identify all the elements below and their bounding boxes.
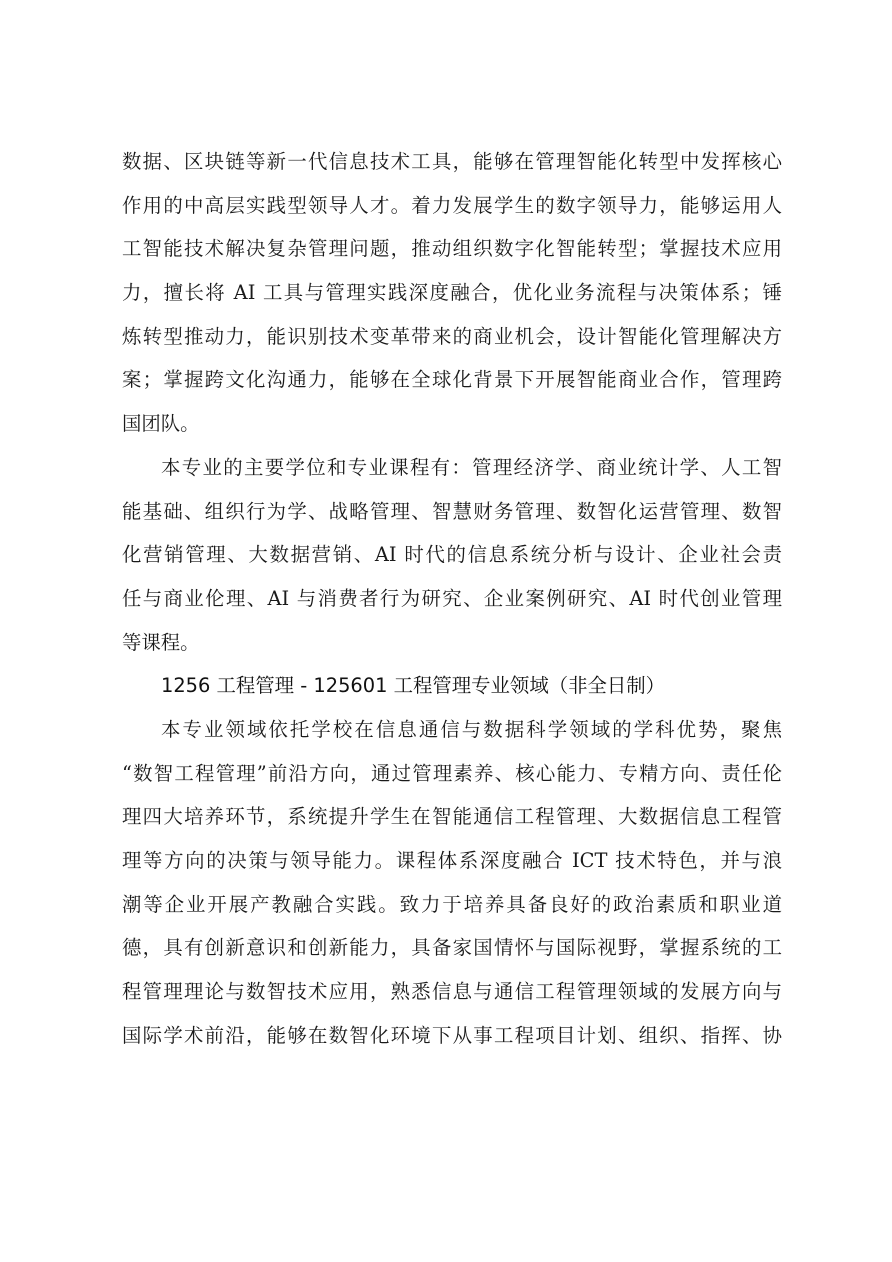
- text-line: 化营销管理、大数据营销、AI 时代的信息系统分析与设计、企业社会责: [122, 543, 782, 567]
- text-line: 国团队。: [122, 412, 200, 436]
- text-line: 作用的中高层实践型领导人才。着力发展学生的数字领导力，能够运用人: [122, 193, 782, 217]
- text-line: 本专业的主要学位和专业课程有：管理经济学、商业统计学、人工智: [161, 455, 782, 479]
- text-line: 工智能技术解决复杂管理问题，推动组织数字化智能转型；掌握技术应用: [122, 237, 782, 261]
- text-line: 本专业领域依托学校在信息通信与数据科学领域的学科优势，聚焦: [161, 717, 782, 741]
- text-line: 任与商业伦理、AI 与消费者行为研究、企业案例研究、AI 时代创业管理: [122, 586, 782, 610]
- text-line: 数据、区块链等新一代信息技术工具，能够在管理智能化转型中发挥核心: [122, 150, 782, 173]
- text-line: 德，具有创新意识和创新能力，具备家国情怀与国际视野，掌握系统的工: [122, 936, 782, 960]
- text-line: 程管理理论与数智技术应用，熟悉信息与通信工程管理领域的发展方向与: [122, 980, 782, 1004]
- paragraph-courses: [122, 446, 782, 664]
- text-line: “数智工程管理”前沿方向，通过管理素养、核心能力、专精方向、责任伦: [122, 761, 782, 785]
- text-line: 能基础、组织行为学、战略管理、智慧财务管理、数智化运营管理、数智: [122, 499, 782, 523]
- text-line: 炼转型推动力，能识别技术变革带来的商业机会，设计智能化管理解决方: [122, 324, 782, 348]
- text-line: 潮等企业开展产教融合实践。致力于培养具备良好的政治素质和职业道: [122, 892, 782, 916]
- text-line: 力，擅长将 AI 工具与管理实践深度融合，优化业务流程与决策体系；锤: [122, 281, 782, 305]
- paragraph-engineering-management: [122, 708, 782, 1058]
- text-line: 等课程。: [122, 630, 200, 654]
- text-line: 理四大培养环节，系统提升学生在智能通信工程管理、大数据信息工程管: [122, 805, 782, 829]
- text-line: 理等方向的决策与领导能力。课程体系深度融合 ICT 技术特色，并与浪: [122, 849, 782, 872]
- text-line: 案；掌握跨文化沟通力，能够在全球化背景下开展智能商业合作，管理跨: [122, 368, 782, 392]
- text-line: 国际学术前沿，能够在数智化环境下从事工程项目计划、组织、指挥、协: [122, 1023, 782, 1047]
- section-heading: 1256 工程管理 - 125601 工程管理专业领域（非全日制）: [161, 674, 666, 698]
- document-page: [122, 140, 782, 1057]
- paragraph-program-goals: [122, 140, 782, 446]
